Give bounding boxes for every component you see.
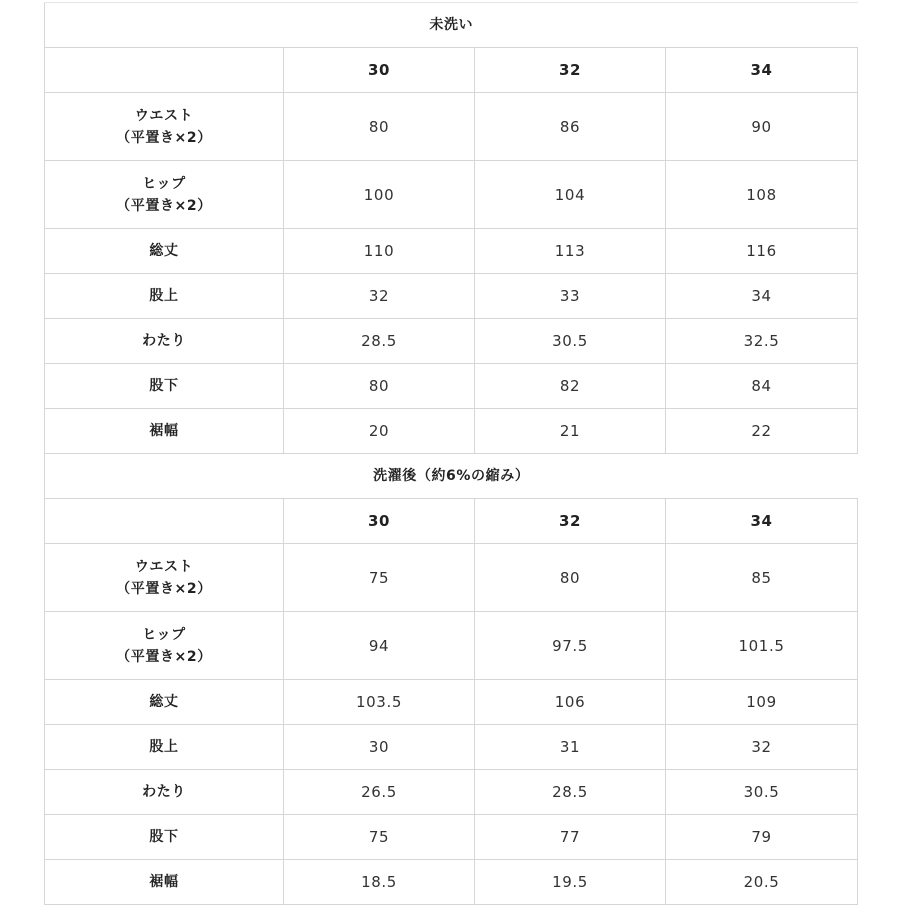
row-label-line: 股下	[149, 829, 179, 845]
size-chart	[44, 2, 858, 905]
row-label-line: 裾幅	[149, 874, 179, 890]
header-corner-cell	[45, 48, 284, 93]
measurement-cell: 80	[284, 364, 475, 409]
measurement-cell: 109	[666, 680, 858, 725]
size-header-cell: 34	[666, 499, 858, 544]
measurement-cell: 32.5	[666, 319, 858, 364]
measurement-cell: 75	[284, 815, 475, 860]
table-row	[45, 93, 858, 161]
table-row	[45, 544, 858, 612]
size-table	[44, 2, 858, 905]
measurement-cell: 113	[475, 229, 666, 274]
measurement-cell: 33	[475, 274, 666, 319]
measurement-cell: 22	[666, 409, 858, 454]
size-header-cell: 30	[284, 48, 475, 93]
size-header-row	[45, 48, 858, 93]
measurement-cell: 77	[475, 815, 666, 860]
measurement-cell: 30	[284, 725, 475, 770]
row-label-line: 股上	[149, 288, 179, 304]
size-header-cell: 32	[475, 48, 666, 93]
row-label-line: ウエスト	[134, 558, 194, 575]
row-label-line: ヒップ	[142, 626, 186, 643]
table-row	[45, 409, 858, 454]
row-label-line: ウエスト	[134, 107, 194, 124]
size-header-row	[45, 499, 858, 544]
measurement-cell: 104	[475, 161, 666, 229]
measurement-cell: 82	[475, 364, 666, 409]
section-title-row	[45, 454, 858, 499]
row-label-line: 股下	[149, 378, 179, 394]
row-label-line: 裾幅	[149, 423, 179, 439]
row-label-line: ヒップ	[142, 175, 186, 192]
measurement-cell: 30.5	[475, 319, 666, 364]
measurement-cell: 20.5	[666, 860, 858, 905]
table-row	[45, 860, 858, 905]
row-label	[45, 815, 284, 860]
table-row	[45, 612, 858, 680]
measurement-cell: 28.5	[284, 319, 475, 364]
measurement-cell: 84	[666, 364, 858, 409]
measurement-cell: 21	[475, 409, 666, 454]
measurement-cell: 106	[475, 680, 666, 725]
measurement-cell: 30.5	[666, 770, 858, 815]
section-title: 洗濯後（約6%の縮み）	[45, 454, 858, 499]
section-title: 未洗い	[45, 3, 858, 48]
measurement-cell: 80	[475, 544, 666, 612]
measurement-cell: 100	[284, 161, 475, 229]
table-row	[45, 680, 858, 725]
row-label	[45, 725, 284, 770]
measurement-cell: 108	[666, 161, 858, 229]
measurement-cell: 26.5	[284, 770, 475, 815]
row-label-line: わたり	[142, 333, 186, 349]
row-label	[45, 319, 284, 364]
size-header-cell: 34	[666, 48, 858, 93]
measurement-cell: 28.5	[475, 770, 666, 815]
size-header-cell: 30	[284, 499, 475, 544]
row-label-line: 総丈	[149, 694, 179, 710]
table-row	[45, 815, 858, 860]
measurement-cell: 32	[284, 274, 475, 319]
row-label	[45, 229, 284, 274]
section-title-row	[45, 3, 858, 48]
row-label	[45, 770, 284, 815]
row-label	[45, 161, 284, 229]
row-label-line: （平置き×2）	[116, 580, 212, 597]
measurement-cell: 85	[666, 544, 858, 612]
header-corner-cell	[45, 499, 284, 544]
row-label	[45, 612, 284, 680]
row-label-line: （平置き×2）	[116, 129, 212, 146]
measurement-cell: 34	[666, 274, 858, 319]
measurement-cell: 101.5	[666, 612, 858, 680]
table-row	[45, 725, 858, 770]
size-table-body	[45, 3, 858, 905]
size-header-cell: 32	[475, 499, 666, 544]
table-row	[45, 770, 858, 815]
measurement-cell: 110	[284, 229, 475, 274]
row-label-line: （平置き×2）	[116, 648, 212, 665]
row-label	[45, 274, 284, 319]
row-label-line: 股上	[149, 739, 179, 755]
row-label	[45, 860, 284, 905]
row-label-line: （平置き×2）	[116, 197, 212, 214]
table-row	[45, 274, 858, 319]
row-label-line: わたり	[142, 784, 186, 800]
table-row	[45, 319, 858, 364]
measurement-cell: 31	[475, 725, 666, 770]
table-row	[45, 161, 858, 229]
table-row	[45, 229, 858, 274]
row-label	[45, 409, 284, 454]
measurement-cell: 75	[284, 544, 475, 612]
measurement-cell: 80	[284, 93, 475, 161]
measurement-cell: 18.5	[284, 860, 475, 905]
measurement-cell: 19.5	[475, 860, 666, 905]
measurement-cell: 94	[284, 612, 475, 680]
measurement-cell: 32	[666, 725, 858, 770]
measurement-cell: 97.5	[475, 612, 666, 680]
measurement-cell: 79	[666, 815, 858, 860]
measurement-cell: 20	[284, 409, 475, 454]
measurement-cell: 90	[666, 93, 858, 161]
row-label-line: 総丈	[149, 243, 179, 259]
row-label	[45, 680, 284, 725]
measurement-cell: 103.5	[284, 680, 475, 725]
measurement-cell: 116	[666, 229, 858, 274]
measurement-cell: 86	[475, 93, 666, 161]
table-row	[45, 364, 858, 409]
row-label	[45, 93, 284, 161]
row-label	[45, 364, 284, 409]
row-label	[45, 544, 284, 612]
